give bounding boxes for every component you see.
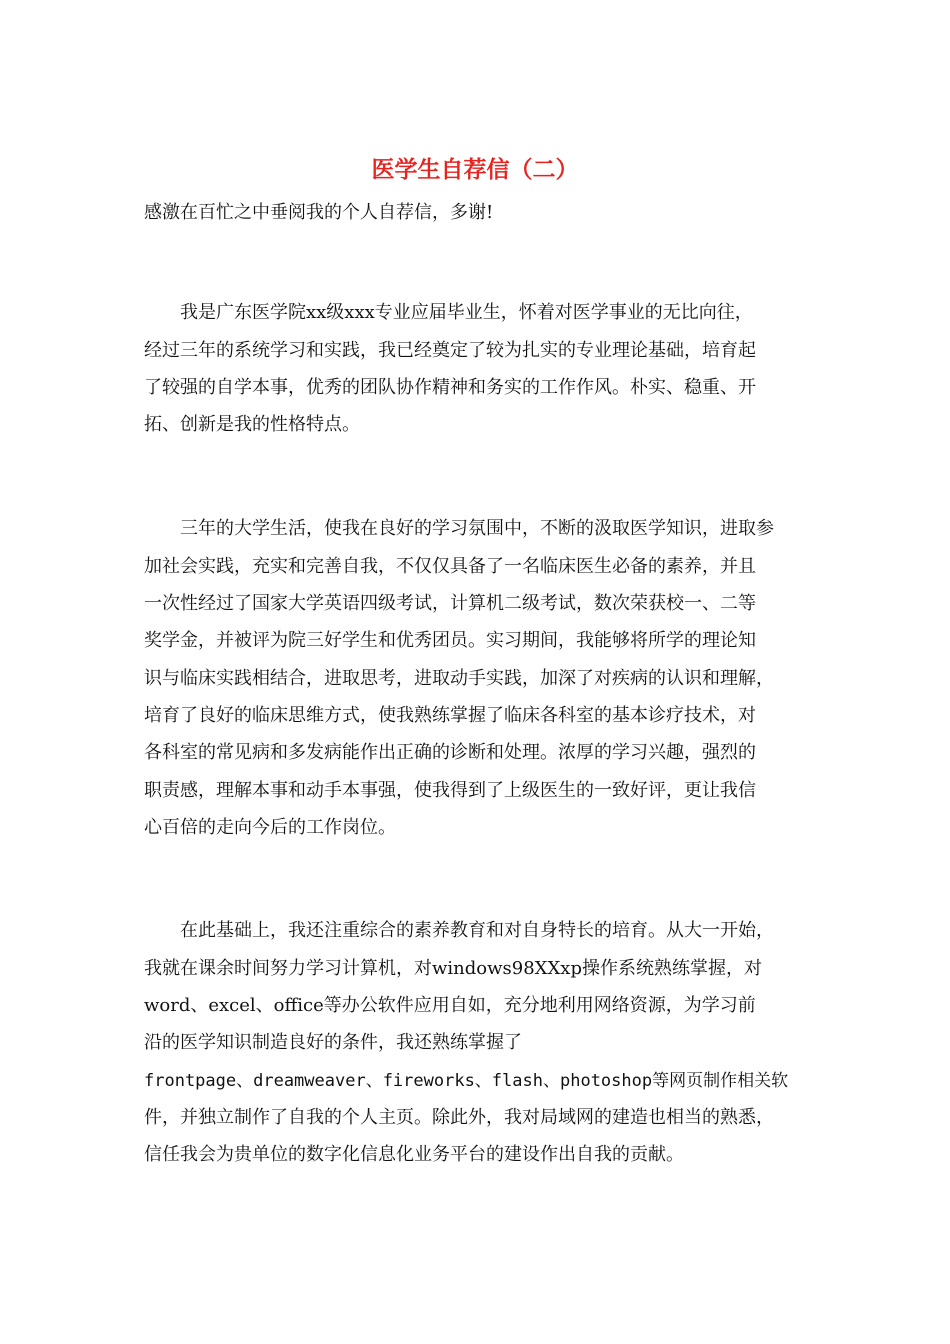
paragraph-1-line-3: 了较强的自学本事，优秀的团队协作精神和务实的工作作风。朴实、稳重、开 [144, 377, 756, 398]
paragraph-3-line-6: 件，并独立制作了自我的个人主页。除此外，我对局域网的建造也相当的熟悉， [144, 1107, 774, 1128]
paragraph-2-line-6: 培育了良好的临床思维方式，使我熟练掌握了临床各科室的基本诊疗技术，对 [144, 705, 756, 726]
paragraph-2-line-7: 各科室的常见病和多发病能作出正确的诊断和处理。浓厚的学习兴趣，强烈的 [144, 742, 756, 763]
paragraph-1-line-4: 拓、创新是我的性格特点。 [144, 414, 360, 435]
paragraph-2-line-3: 一次性经过了国家大学英语四级考试，计算机二级考试，数次荣获校一、二等 [144, 593, 756, 614]
paragraph-2-line-9: 心百倍的走向今后的工作岗位。 [144, 817, 396, 838]
paragraph-2-line-4: 奖学金，并被评为院三好学生和优秀团员。实习期间，我能够将所学的理论知 [144, 630, 756, 651]
paragraph-1-line-2: 经过三年的系统学习和实践，我已经奠定了较为扎实的专业理论基础，培育起 [144, 340, 756, 361]
paragraph-3-line-7: 信任我会为贵单位的数字化信息化业务平台的建设作出自我的贡献。 [144, 1144, 684, 1165]
paragraph-2-line-1: 三年的大学生活，使我在良好的学习氛围中，不断的汲取医学知识，进取参 [144, 518, 774, 539]
paragraph-1-line-1: 我是广东医学院xx级xxx专业应届毕业生，怀着对医学事业的无比向往， [144, 302, 753, 323]
paragraph-3-line-5: frontpage、dreamweaver、fireworks、flash、photoshop等网页制作相关软 [144, 1071, 789, 1091]
paragraph-3-line-2: 我就在课余时间努力学习计算机，对windows98XXxp操作系统熟练掌握，对 [144, 958, 762, 979]
paragraph-2-line-8: 职责感，理解本事和动手本事强，使我得到了上级医生的一致好评，更让我信 [144, 780, 756, 801]
greeting-line: 感激在百忙之中垂阅我的个人自荐信，多谢! [144, 202, 494, 223]
paragraph-2-line-2: 加社会实践，充实和完善自我，不仅仅具备了一名临床医生必备的素养，并且 [144, 556, 756, 577]
document-title: 医学生自荐信（二） [371, 156, 579, 183]
paragraph-3-line-4: 沿的医学知识制造良好的条件，我还熟练掌握了 [144, 1032, 522, 1053]
paragraph-3-line-1: 在此基础上，我还注重综合的素养教育和对自身特长的培育。从大一开始， [144, 920, 774, 941]
paragraph-3-line-3: word、excel、office等办公软件应用自如，充分地利用网络资源，为学习前 [144, 995, 756, 1016]
paragraph-2-line-5: 识与临床实践相结合，进取思考，进取动手实践，加深了对疾病的认识和理解， [144, 668, 774, 689]
